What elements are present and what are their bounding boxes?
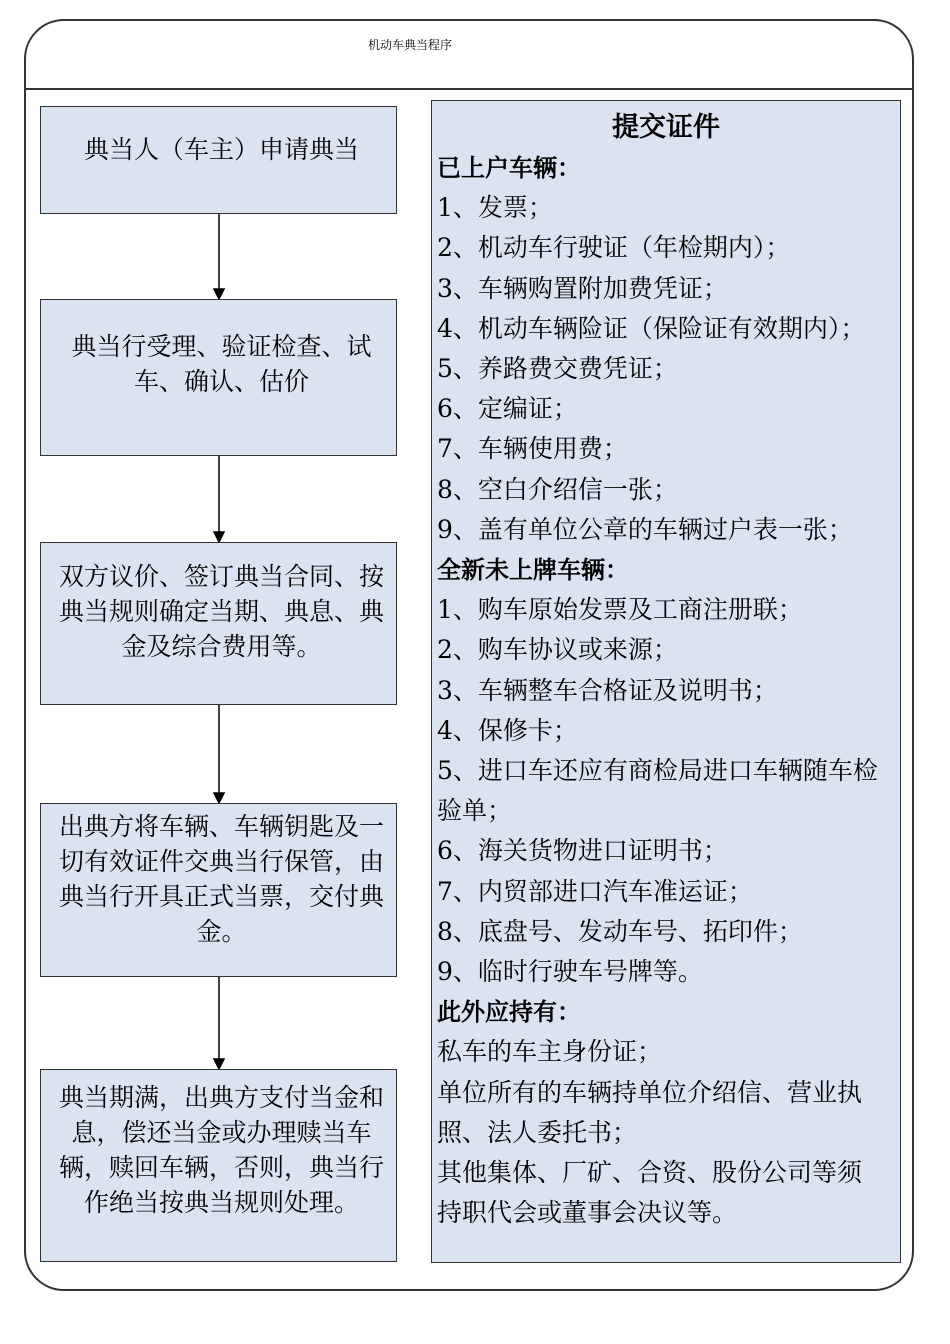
list-item: 照、法人委托书； <box>437 1117 638 1147</box>
step-2-line-2: 车、确认、估价 <box>133 367 309 396</box>
step-3-line-1: 双方议价、签订典当合同、按 <box>58 562 384 591</box>
documents-list <box>437 108 950 1233</box>
list-item: 8、空白介绍信一张； <box>437 474 678 504</box>
step-4-line-2: 切有效证件交典当行保管，由 <box>58 847 384 876</box>
step-5-line-3: 辆，赎回车辆，否则，典当行 <box>58 1153 384 1182</box>
list-item: 5、养路费交费凭证； <box>437 354 678 384</box>
step-2-line-1: 典当行受理、验证检查、试 <box>71 332 372 361</box>
step-3-line-3: 金及综合费用等。 <box>121 632 322 661</box>
list-item: 持职代会或董事会决议等。 <box>437 1198 738 1228</box>
list-item: 私车的车主身份证； <box>437 1037 663 1067</box>
step-5-line-1: 典当期满，出典方支付当金和 <box>58 1083 384 1112</box>
documents-title: 提交证件 <box>612 112 720 143</box>
list-item: 7、车辆使用费； <box>437 434 628 464</box>
list-item: 5、进口车还应有商检局进口车辆随车检 <box>437 756 878 786</box>
list-item: 7、内贸部进口汽车准运证； <box>437 876 753 906</box>
list-item: 3、车辆整车合格证及说明书； <box>437 675 778 705</box>
list-item: 4、保修卡； <box>437 715 578 745</box>
step-1-box <box>40 106 397 214</box>
step-4-box <box>40 803 397 977</box>
step-2-box <box>40 299 397 456</box>
list-item: 2、机动车行驶证（年检期内）； <box>437 233 791 263</box>
list-item: 9、临时行驶车号牌等。 <box>437 957 703 987</box>
step-1-line-1: 典当人（车主）申请典当 <box>83 135 359 164</box>
step-5-line-2: 息，偿还当金或办理赎当车 <box>71 1118 372 1147</box>
section-heading-new-unregistered: 全新未上牌车辆： <box>437 556 629 585</box>
step-3-line-2: 典当规则确定当期、典息、典 <box>58 597 384 626</box>
list-item: 1、发票； <box>437 193 553 223</box>
section-heading-additional: 此外应持有： <box>437 998 581 1027</box>
list-item: 4、机动车辆险证（保险证有效期内）； <box>437 313 866 343</box>
list-item: 其他集体、厂矿、合资、股份公司等须 <box>437 1158 863 1188</box>
list-item: 6、海关货物进口证明书； <box>437 836 728 866</box>
section-heading-registered: 已上户车辆： <box>437 154 581 182</box>
page-title: 机动车典当程序 <box>367 38 452 52</box>
step-3-box <box>40 542 397 705</box>
step-4-line-3: 典当行开具正式当票，交付典 <box>58 882 384 911</box>
header-divider <box>24 88 914 90</box>
step-5-line-4: 作绝当按典当规则处理。 <box>83 1188 359 1217</box>
list-item: 3、车辆购置附加费凭证； <box>437 273 728 303</box>
list-item: 验单； <box>437 796 513 826</box>
list-item: 8、底盘号、发动车号、拓印件； <box>437 916 803 946</box>
list-item: 6、定编证； <box>437 394 578 424</box>
list-item: 单位所有的车辆持单位介绍信、营业执 <box>437 1077 863 1107</box>
step-5-box <box>40 1069 397 1262</box>
step-4-line-4: 金。 <box>196 917 247 946</box>
list-item: 1、购车原始发票及工商注册联； <box>437 595 803 625</box>
list-item: 9、盖有单位公章的车辆过户表一张； <box>437 514 853 544</box>
list-item: 2、购车协议或来源； <box>437 635 678 665</box>
step-4-line-1: 出典方将车辆、车辆钥匙及一 <box>58 812 384 841</box>
